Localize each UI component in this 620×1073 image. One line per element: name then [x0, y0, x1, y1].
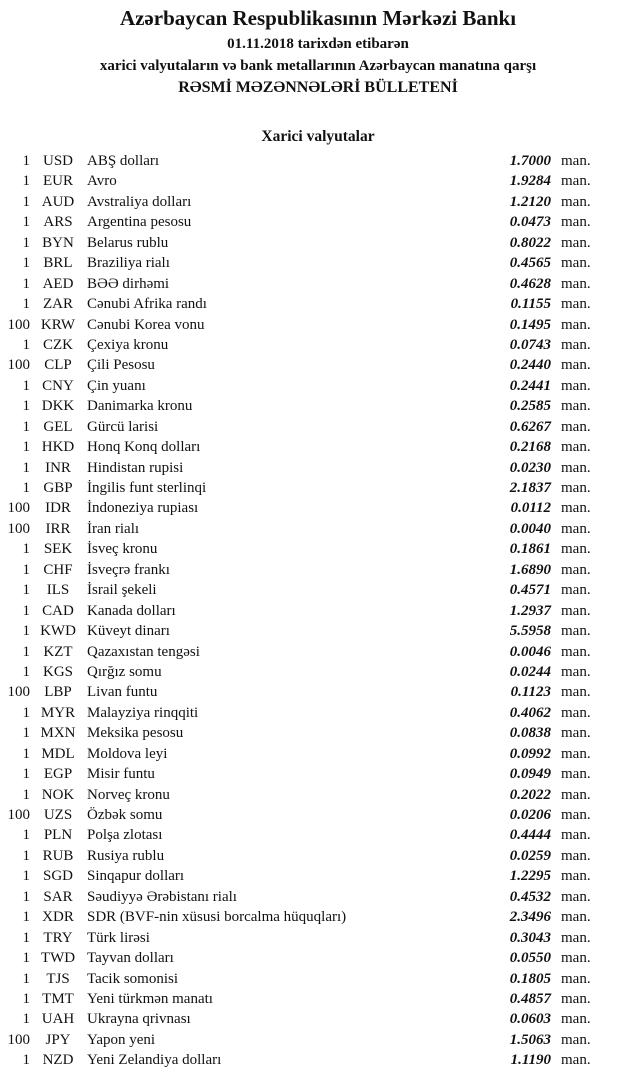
table-row: [0, 703, 620, 723]
currency-name-cell: Argentina pesosu: [87, 214, 192, 231]
rate-value-cell: 0.2585: [509, 398, 551, 415]
currency-name-cell: Küveyt dinarı: [87, 623, 170, 640]
currency-code-cell: CLP: [44, 357, 72, 374]
currency-code-cell: NZD: [42, 1052, 74, 1069]
quantity-cell: 1: [22, 786, 30, 803]
unit-cell: man.: [561, 480, 591, 496]
currency-name-cell: İsrail şekeli: [87, 582, 157, 599]
unit-cell: man.: [561, 909, 591, 926]
currency-code-cell: CAD: [42, 602, 74, 619]
unit-cell: man.: [561, 602, 591, 619]
table-row: [0, 846, 620, 866]
rate-value-cell: 1.6890: [509, 561, 551, 578]
rate-value-cell: 0.0550: [509, 950, 551, 967]
table-row: [0, 928, 620, 948]
currency-name-cell: Çili Pesosu: [87, 357, 155, 374]
unit-cell: man.: [561, 296, 591, 313]
rate-value-cell: 0.6267: [509, 418, 551, 435]
rate-value-cell: 0.1495: [509, 316, 551, 333]
currency-code-cell: GBP: [43, 480, 73, 496]
currency-name-cell: Avstraliya dolları: [87, 193, 192, 210]
unit-cell: man.: [561, 990, 591, 1007]
unit-cell: man.: [561, 377, 591, 394]
table-row: [0, 560, 620, 580]
unit-cell: man.: [561, 888, 591, 905]
currency-name-cell: Qırğız somu: [87, 663, 162, 680]
currency-code-cell: NOK: [41, 786, 75, 803]
currency-code-cell: IRR: [45, 520, 71, 537]
bulletin-title: RƏSMİ MƏZƏNNƏLƏRİ BÜLLETENİ: [178, 79, 458, 96]
rate-value-cell: 1.2120: [509, 193, 551, 210]
quantity-cell: 1: [22, 623, 30, 640]
rate-value-cell: 0.1155: [510, 296, 551, 313]
rate-value-cell: 0.1123: [510, 684, 551, 701]
unit-cell: man.: [561, 459, 591, 476]
currency-name-cell: Yeni türkmən manatı: [87, 990, 213, 1007]
quantity-cell: 1: [22, 888, 30, 905]
table-row: [0, 785, 620, 805]
currency-name-cell: Meksika pesosu: [87, 725, 184, 742]
table-row: [0, 417, 620, 437]
quantity-cell: 1: [22, 766, 30, 783]
currency-code-cell: GEL: [43, 418, 73, 435]
currency-name-cell: Qazaxıstan tengəsi: [87, 643, 200, 660]
currency-name-cell: Rusiya rublu: [87, 847, 165, 864]
quantity-cell: 1: [22, 1011, 30, 1028]
table-row: [0, 601, 620, 621]
rate-value-cell: 1.7000: [509, 153, 551, 169]
rate-value-cell: 0.0473: [509, 214, 551, 231]
table-row: [0, 989, 620, 1009]
currency-code-cell: PLN: [43, 827, 73, 844]
table-row: [0, 621, 620, 641]
table-row: [0, 315, 620, 335]
currency-code-cell: HKD: [41, 439, 75, 456]
rate-value-cell: 1.1190: [510, 1052, 551, 1069]
unit-cell: man.: [561, 929, 591, 946]
unit-cell: man.: [561, 1011, 591, 1028]
unit-cell: man.: [561, 663, 591, 680]
currency-code-cell: CHF: [43, 561, 73, 578]
unit-cell: man.: [561, 582, 591, 599]
table-row: [0, 519, 620, 539]
currency-code-cell: TWD: [40, 950, 76, 967]
currency-name-cell: Sinqapur dolları: [87, 868, 185, 885]
quantity-cell: 100: [7, 807, 30, 823]
currency-code-cell: SAR: [43, 888, 73, 905]
unit-cell: man.: [561, 357, 591, 374]
unit-cell: man.: [561, 704, 591, 721]
currency-code-cell: MXN: [40, 725, 76, 742]
rate-value-cell: 0.0838: [509, 725, 551, 742]
currency-name-cell: Yeni Zelandiya dolları: [87, 1052, 222, 1069]
quantity-cell: 1: [22, 847, 30, 864]
table-row: [0, 969, 620, 989]
unit-cell: man.: [561, 561, 591, 578]
unit-cell: man.: [561, 214, 591, 231]
table-row: [0, 887, 620, 907]
rate-value-cell: 0.4532: [509, 888, 551, 905]
currency-code-cell: XDR: [42, 909, 74, 926]
unit-cell: man.: [561, 786, 591, 803]
currency-code-cell: AUD: [41, 193, 75, 210]
table-row: [0, 396, 620, 416]
currency-code-cell: USD: [42, 153, 73, 169]
unit-cell: man.: [561, 255, 591, 272]
rate-value-cell: 0.0112: [510, 500, 551, 517]
rate-value-cell: 0.2168: [509, 439, 551, 456]
rate-value-cell: 2.1837: [509, 480, 551, 496]
currency-name-cell: Moldova leyi: [87, 745, 168, 762]
currency-name-cell: Səudiyyə Ərəbistanı rialı: [87, 888, 237, 905]
currency-code-cell: BRL: [43, 255, 73, 272]
quantity-cell: 1: [22, 377, 30, 394]
quantity-cell: 1: [22, 255, 30, 272]
quantity-cell: 1: [22, 173, 30, 190]
currency-name-cell: Cənubi Korea vonu: [87, 316, 205, 333]
rate-value-cell: 0.8022: [509, 234, 551, 251]
unit-cell: man.: [561, 725, 591, 742]
currency-code-cell: BYN: [42, 234, 74, 251]
rate-value-cell: 0.0040: [509, 520, 551, 537]
currency-code-cell: TJS: [46, 970, 70, 987]
currency-name-cell: İngilis funt sterlinqi: [87, 480, 207, 496]
currency-name-cell: Honq Konq dolları: [87, 439, 201, 456]
currency-name-cell: İran rialı: [87, 520, 140, 537]
quantity-cell: 100: [7, 500, 30, 517]
currency-code-cell: KWD: [40, 623, 76, 640]
quantity-cell: 1: [22, 153, 30, 169]
currency-code-cell: ZAR: [43, 296, 73, 313]
quantity-cell: 1: [22, 439, 30, 456]
unit-cell: man.: [561, 234, 591, 251]
currency-code-cell: INR: [45, 459, 71, 476]
quantity-cell: 1: [22, 868, 30, 885]
table-row: [0, 662, 620, 682]
subject-line: xarici valyutaların və bank metallarının Azərbaycan manatına qarşı: [99, 58, 537, 74]
currency-name-cell: Türk lirəsi: [87, 929, 150, 946]
unit-cell: man.: [561, 439, 591, 456]
rate-value-cell: 0.2440: [509, 357, 551, 374]
table-row: [0, 1009, 620, 1029]
table-row: [0, 539, 620, 559]
currency-code-cell: AED: [42, 275, 74, 292]
quantity-cell: 1: [22, 909, 30, 926]
table-row: [0, 805, 620, 825]
rate-value-cell: 0.0206: [509, 807, 551, 823]
currency-name-cell: Ukrayna qrivnası: [87, 1011, 191, 1028]
table-row: [0, 294, 620, 314]
unit-cell: man.: [561, 193, 591, 210]
unit-cell: man.: [561, 745, 591, 762]
currency-code-cell: RUB: [42, 847, 74, 864]
table-row: [0, 192, 620, 212]
currency-code-cell: EGP: [43, 766, 73, 783]
currency-name-cell: Danimarka kronu: [87, 398, 193, 415]
quantity-cell: 1: [22, 643, 30, 660]
table-row: [0, 478, 620, 498]
currency-name-cell: Cənubi Afrika randı: [87, 296, 207, 313]
table-row: [0, 355, 620, 375]
quantity-cell: 1: [22, 970, 30, 987]
table-row: [0, 151, 620, 171]
currency-name-cell: Gürcü larisi: [87, 418, 159, 435]
quantity-cell: 1: [22, 725, 30, 742]
currency-name-cell: Hindistan rupisi: [87, 459, 184, 476]
quantity-cell: 1: [22, 275, 30, 292]
unit-cell: man.: [561, 541, 591, 558]
unit-cell: man.: [561, 643, 591, 660]
quantity-cell: 1: [22, 459, 30, 476]
quantity-cell: 1: [22, 398, 30, 415]
currency-code-cell: TMT: [42, 990, 74, 1007]
quantity-cell: 1: [22, 541, 30, 558]
quantity-cell: 1: [22, 950, 30, 967]
unit-cell: man.: [561, 868, 591, 885]
currency-name-cell: Polşa zlotası: [87, 827, 163, 844]
rate-value-cell: 0.4565: [509, 255, 551, 272]
rate-value-cell: 0.0230: [509, 459, 551, 476]
rate-value-cell: 2.3496: [509, 909, 551, 926]
quantity-cell: 100: [7, 684, 30, 701]
currency-code-cell: KGS: [42, 663, 73, 680]
rate-value-cell: 0.0949: [509, 766, 551, 783]
currency-name-cell: İsveçrə frankı: [87, 561, 170, 578]
unit-cell: man.: [561, 336, 591, 353]
table-row: [0, 233, 620, 253]
rate-value-cell: 0.0992: [509, 745, 551, 762]
unit-cell: man.: [561, 316, 591, 333]
table-row: [0, 907, 620, 927]
currency-code-cell: MYR: [40, 704, 76, 721]
currency-name-cell: Norveç kronu: [87, 786, 170, 803]
unit-cell: man.: [561, 153, 591, 169]
unit-cell: man.: [561, 970, 591, 987]
currency-code-cell: UAH: [41, 1011, 75, 1028]
currency-name-cell: Kanada dolları: [87, 602, 176, 619]
table-row: [0, 212, 620, 232]
currency-code-cell: ILS: [46, 582, 70, 599]
table-row: [0, 458, 620, 478]
table-row: [0, 744, 620, 764]
unit-cell: man.: [561, 950, 591, 967]
currency-name-cell: Tacik somonisi: [87, 970, 179, 987]
quantity-cell: 1: [22, 602, 30, 619]
currency-name-cell: Belarus rublu: [87, 234, 169, 251]
unit-cell: man.: [561, 847, 591, 864]
quantity-cell: 100: [7, 520, 30, 537]
unit-cell: man.: [561, 807, 591, 823]
rate-value-cell: 0.4444: [509, 827, 551, 844]
quantity-cell: 1: [22, 234, 30, 251]
rate-value-cell: 0.0046: [509, 643, 551, 660]
table-row: [0, 335, 620, 355]
currency-code-cell: MDL: [41, 745, 75, 762]
quantity-cell: 1: [22, 663, 30, 680]
rate-value-cell: 0.1861: [509, 541, 551, 558]
unit-cell: man.: [561, 418, 591, 435]
currency-code-cell: IDR: [45, 500, 71, 517]
currency-code-cell: UZS: [43, 807, 73, 823]
table-row: [0, 642, 620, 662]
currency-code-cell: TRY: [43, 929, 73, 946]
unit-cell: man.: [561, 275, 591, 292]
table-row: [0, 580, 620, 600]
rate-value-cell: 0.1805: [509, 970, 551, 987]
rate-value-cell: 5.5958: [509, 623, 551, 640]
rate-value-cell: 0.0244: [509, 663, 551, 680]
table-row: [0, 764, 620, 784]
effective-date-line: 01.11.2018 tarixdən etibarən: [227, 36, 409, 52]
currency-name-cell: Braziliya rialı: [87, 255, 170, 272]
currency-name-cell: Çexiya kronu: [87, 336, 169, 353]
rate-value-cell: 0.0259: [509, 847, 551, 864]
currency-name-cell: İndoneziya rupiası: [87, 500, 199, 517]
unit-cell: man.: [561, 827, 591, 844]
currency-code-cell: CNY: [42, 377, 74, 394]
quantity-cell: 1: [22, 745, 30, 762]
quantity-cell: 1: [22, 561, 30, 578]
rate-value-cell: 0.0743: [509, 336, 551, 353]
quantity-cell: 100: [7, 316, 30, 333]
quantity-cell: 1: [22, 193, 30, 210]
rate-value-cell: 0.4628: [509, 275, 551, 292]
quantity-cell: 1: [22, 1052, 30, 1069]
currency-name-cell: Tayvan dolları: [87, 950, 174, 967]
currency-name-cell: Malayziya rinqqiti: [87, 704, 199, 721]
table-row: [0, 1050, 620, 1070]
quantity-cell: 1: [22, 827, 30, 844]
table-row: [0, 171, 620, 191]
bank-title: Azərbaycan Respublikasının Mərkəzi Bankı: [119, 6, 517, 30]
table-row: [0, 948, 620, 968]
rate-value-cell: 1.2295: [509, 868, 551, 885]
currency-rates-table: [0, 151, 620, 1071]
rate-value-cell: 0.2441: [509, 377, 551, 394]
table-row: [0, 274, 620, 294]
rate-value-cell: 0.4062: [509, 704, 551, 721]
currency-code-cell: ARS: [43, 214, 73, 231]
currency-code-cell: CZK: [43, 336, 73, 353]
quantity-cell: 1: [22, 418, 30, 435]
currency-name-cell: Misir funtu: [87, 766, 155, 783]
table-row: [0, 723, 620, 743]
table-row: [0, 376, 620, 396]
quantity-cell: 1: [22, 704, 30, 721]
quantity-cell: 1: [22, 214, 30, 231]
currency-name-cell: İsveç kronu: [87, 541, 158, 558]
table-row: [0, 1030, 620, 1050]
quantity-cell: 100: [7, 1031, 30, 1048]
currency-name-cell: Özbək somu: [87, 807, 163, 823]
unit-cell: man.: [561, 398, 591, 415]
unit-cell: man.: [561, 1031, 591, 1048]
rate-value-cell: 1.9284: [509, 173, 551, 190]
quantity-cell: 1: [22, 929, 30, 946]
unit-cell: man.: [561, 623, 591, 640]
table-row: [0, 253, 620, 273]
quantity-cell: 1: [22, 480, 30, 496]
quantity-cell: 1: [22, 990, 30, 1007]
rate-value-cell: 0.0603: [509, 1011, 551, 1028]
currency-code-cell: SEK: [43, 541, 73, 558]
currency-code-cell: SGD: [42, 868, 73, 885]
rate-value-cell: 0.4857: [509, 990, 551, 1007]
rate-value-cell: 0.4571: [509, 582, 551, 599]
currency-name-cell: SDR (BVF-nin xüsusi borcalma hüquqları): [87, 909, 347, 926]
currency-name-cell: Çin yuanı: [87, 377, 146, 394]
rate-value-cell: 1.2937: [509, 602, 551, 619]
currency-name-cell: ABŞ dolları: [87, 153, 160, 169]
quantity-cell: 100: [7, 357, 30, 374]
table-row: [0, 437, 620, 457]
rate-value-cell: 1.5063: [509, 1031, 551, 1048]
unit-cell: man.: [561, 684, 591, 701]
currency-code-cell: KZT: [43, 643, 73, 660]
table-row: [0, 866, 620, 886]
currency-code-cell: KRW: [40, 316, 76, 333]
unit-cell: man.: [561, 520, 591, 537]
unit-cell: man.: [561, 500, 591, 517]
unit-cell: man.: [561, 173, 591, 190]
quantity-cell: 1: [22, 296, 30, 313]
currency-code-cell: EUR: [43, 173, 73, 190]
table-row: [0, 825, 620, 845]
currency-name-cell: Avro: [87, 173, 117, 190]
unit-cell: man.: [561, 1052, 591, 1069]
rate-value-cell: 0.2022: [509, 786, 551, 803]
currency-code-cell: LBP: [44, 684, 72, 701]
quantity-cell: 1: [22, 582, 30, 599]
unit-cell: man.: [561, 766, 591, 783]
currency-name-cell: BƏƏ dirhəmi: [87, 275, 170, 292]
section-title: Xarici valyutalar: [261, 128, 375, 145]
currency-name-cell: Yapon yeni: [87, 1031, 156, 1048]
currency-code-cell: JPY: [45, 1031, 71, 1048]
currency-name-cell: Livan funtu: [87, 684, 158, 701]
rate-value-cell: 0.3043: [509, 929, 551, 946]
table-row: [0, 498, 620, 518]
quantity-cell: 1: [22, 336, 30, 353]
table-row: [0, 682, 620, 702]
currency-code-cell: DKK: [41, 398, 75, 415]
